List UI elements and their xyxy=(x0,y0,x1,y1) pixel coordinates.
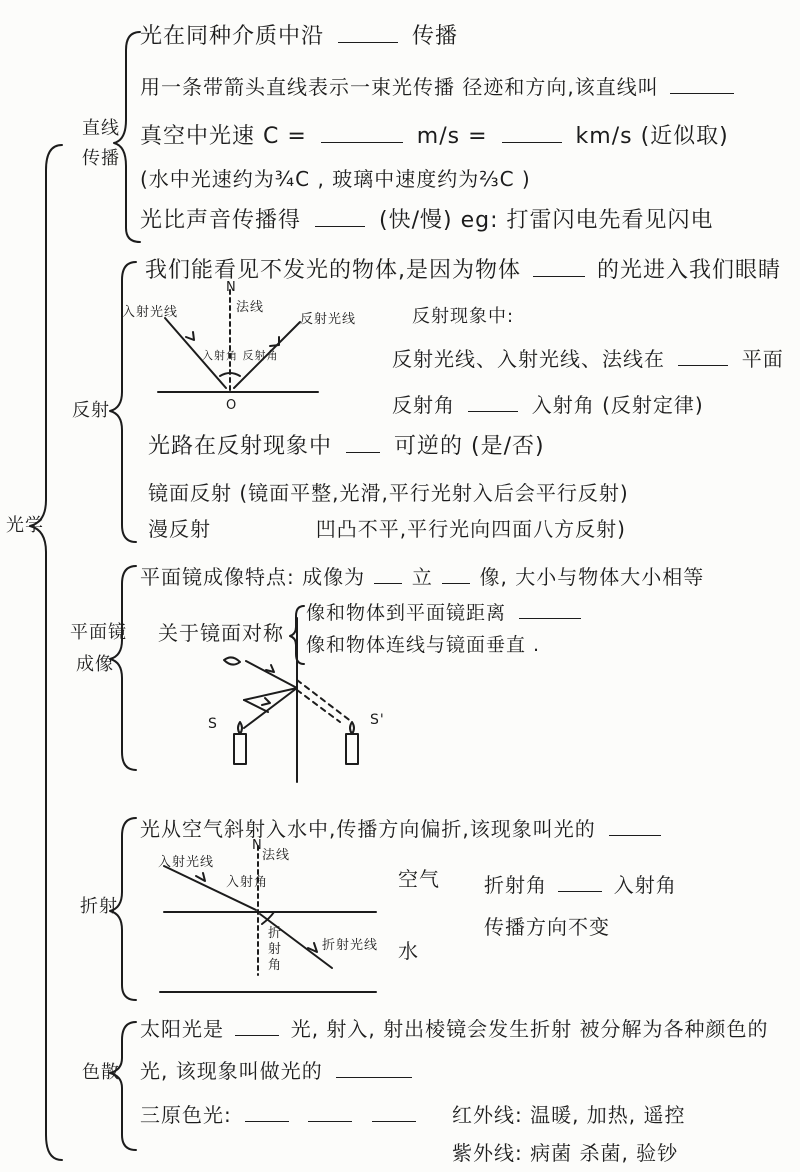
blank-distance xyxy=(519,600,581,619)
eye-outline xyxy=(224,657,240,664)
blank-ray-name xyxy=(670,75,734,94)
reflection-law-title: 反射现象中: xyxy=(412,306,515,327)
refraction-line-1-text: 光从空气斜射入水中,传播方向偏折,该现象叫光的 xyxy=(140,817,596,841)
speed-unit-ms: m/s = xyxy=(416,124,488,149)
refl-angles-label: 入射角 反射角 xyxy=(202,349,279,362)
blank-fast-slow xyxy=(315,208,365,227)
virtual-ray-1 xyxy=(297,680,352,722)
blank-reversible xyxy=(346,434,380,453)
mirror-label-1: 平面镜 xyxy=(70,622,127,643)
blank-reflect xyxy=(533,258,585,277)
root-label: 光学 xyxy=(6,515,44,536)
refr-angle-char-2: 射 xyxy=(268,942,283,957)
refr-normal-n: N xyxy=(252,838,263,853)
reflection-line-1-text: 我们能看见不发光的物体,是因为物体 xyxy=(145,258,521,283)
reflection-law-b-end: 入射角 (反射定律) xyxy=(531,393,704,417)
mirror-s-label: S xyxy=(208,716,218,732)
refl-incident-label: 入射光线 xyxy=(122,305,179,320)
dispersion-line-1-end: 光, 射入, 射出棱镜会发生折射 被分解为各种颜色的 xyxy=(290,1017,769,1041)
blank-refr-compare xyxy=(558,873,602,892)
refr-normal-label: 法线 xyxy=(262,848,291,863)
refr-inc-angle-label: 入射角 xyxy=(226,875,269,890)
straight-line-3 xyxy=(140,124,729,150)
refl-point-o: O xyxy=(226,398,238,413)
mirror-arrow-1 xyxy=(266,665,274,672)
refr-refracted-label: 折射光线 xyxy=(322,938,379,953)
reflection-reversible-end: 可逆的 (是/否) xyxy=(394,434,545,459)
straight-line-2 xyxy=(140,74,734,100)
refraction-incident-arrow xyxy=(196,873,205,881)
mirror-line-1 xyxy=(140,564,704,590)
blank-color-2 xyxy=(308,1103,352,1122)
reflection-law-b-text: 反射角 xyxy=(392,393,455,417)
object-ray-2 xyxy=(244,700,268,712)
refraction-rule-a xyxy=(484,872,677,898)
mirror-line-1-upright: 立 xyxy=(411,565,433,589)
straight-label-2: 传播 xyxy=(82,148,120,169)
refr-angle-char-3: 角 xyxy=(268,958,283,973)
refr-incident-label: 入射光线 xyxy=(158,855,215,870)
blank-color-1 xyxy=(245,1103,289,1122)
mirror-symmetry: 关于镜面对称 xyxy=(158,621,284,645)
reflection-brace xyxy=(110,262,136,542)
mirror-sym-b: 像和物体连线与镜面垂直 . xyxy=(306,634,541,656)
dispersion-line-1 xyxy=(140,1016,769,1042)
candle-object xyxy=(234,734,246,764)
mirror-label-2: 成像 xyxy=(76,654,114,675)
dispersion-line-2 xyxy=(140,1058,412,1084)
virtual-ray-2 xyxy=(297,690,340,722)
refl-reflected-label: 反射光线 xyxy=(300,312,357,327)
dispersion-line-3 xyxy=(140,1102,422,1128)
reflected-arrow xyxy=(270,337,279,346)
dispersion-line-1-text: 太阳光是 xyxy=(140,1017,224,1041)
dispersion-label: 色散 xyxy=(82,1062,120,1083)
refl-normal-n: N xyxy=(226,280,237,295)
straight-line-1-end: 传播 xyxy=(412,24,459,49)
mirror-line-1-text: 平面镜成像特点: 成像为 xyxy=(140,565,366,589)
mirror-arrow-2 xyxy=(262,698,270,705)
mirror-sym-a-text: 像和物体到平面镜距离 xyxy=(306,602,507,624)
sound-compare-example: (快/慢) eg: 打雷闪电先看见闪电 xyxy=(379,208,714,233)
reflection-law-a-end: 平面 xyxy=(741,347,784,371)
reflection-reversible xyxy=(148,434,545,460)
reflection-law-b xyxy=(392,392,704,418)
straight-label-1: 直线 xyxy=(82,118,120,139)
candle-image-flame xyxy=(350,722,354,734)
mirror-line-1-end: 像, 大小与物体大小相等 xyxy=(479,565,705,589)
reflection-line-1-end: 的光进入我们眼睛 xyxy=(597,258,782,283)
sound-compare-text: 光比声音传播得 xyxy=(140,208,302,233)
reflection-law-a-text: 反射光线、入射光线、法线在 xyxy=(392,347,665,371)
straight-line-1 xyxy=(140,24,458,50)
reflection-law-a xyxy=(392,346,784,372)
straight-line-5 xyxy=(140,208,714,234)
dispersion-brace xyxy=(110,1022,136,1150)
refraction-rule-a-end: 入射角 xyxy=(613,873,677,897)
specular-reflection: 镜面反射 (镜面平整,光滑,平行光射入后会平行反射) xyxy=(148,481,629,505)
straight-line-2-text: 用一条带箭头直线表示一束光传播 径迹和方向,该直线叫 xyxy=(140,75,659,99)
blank-speed-kms xyxy=(502,124,562,143)
blank-composite xyxy=(235,1017,279,1036)
diffuse-reflection xyxy=(148,516,626,542)
blank-dispersion xyxy=(336,1059,412,1078)
refr-air-label: 空气 xyxy=(398,867,440,891)
refl-normal-label: 法线 xyxy=(236,300,265,315)
refr-water-label: 水 xyxy=(398,939,419,963)
reflection-label: 反射 xyxy=(72,400,110,421)
refraction-rule-b: 传播方向不变 xyxy=(484,915,610,939)
blank-refraction xyxy=(609,817,661,836)
primary-colors-label: 三原色光: xyxy=(140,1103,232,1127)
refraction-line-1 xyxy=(140,816,661,842)
root-brace xyxy=(30,145,62,1160)
diffuse-desc: 凹凸不平,平行光向四面八方反射) xyxy=(315,517,626,541)
blank-color-3 xyxy=(372,1103,416,1122)
speed-label: 真空中光速 C = xyxy=(140,124,307,149)
reflection-line-1 xyxy=(145,258,781,284)
candle-object-flame xyxy=(238,722,242,734)
blank-image-type xyxy=(442,565,470,584)
straight-line-4: (水中光速约为¾C , 玻璃中速度约为⅔C ) xyxy=(140,167,531,191)
blank-same-plane xyxy=(678,347,728,366)
refraction-rule-a-text: 折射角 xyxy=(484,873,547,897)
blank-medium xyxy=(338,24,398,43)
blank-virtual-real xyxy=(374,565,402,584)
blank-angle-compare xyxy=(468,393,518,412)
straight-line-1-text: 光在同种介质中沿 xyxy=(140,24,325,49)
diffuse-label: 漫反射 xyxy=(148,517,211,541)
mirror-sym-a xyxy=(306,600,581,626)
incident-arrow xyxy=(186,332,194,340)
speed-unit-kms: km/s (近似取) xyxy=(575,124,729,149)
infrared-line: 红外线: 温暖, 加热, 遥控 xyxy=(452,1103,686,1127)
refraction-label: 折射 xyxy=(80,896,118,917)
refr-angle-char-1: 折 xyxy=(268,926,283,941)
dispersion-line-2-text: 光, 该现象叫做光的 xyxy=(140,1059,323,1083)
mirror-s-prime-label: S' xyxy=(370,712,385,728)
candle-image xyxy=(346,734,358,764)
ultraviolet-line: 紫外线: 病菌 杀菌, 验钞 xyxy=(452,1141,679,1165)
blank-speed-ms xyxy=(321,124,403,143)
reflection-reversible-text: 光路在反射现象中 xyxy=(148,434,333,459)
